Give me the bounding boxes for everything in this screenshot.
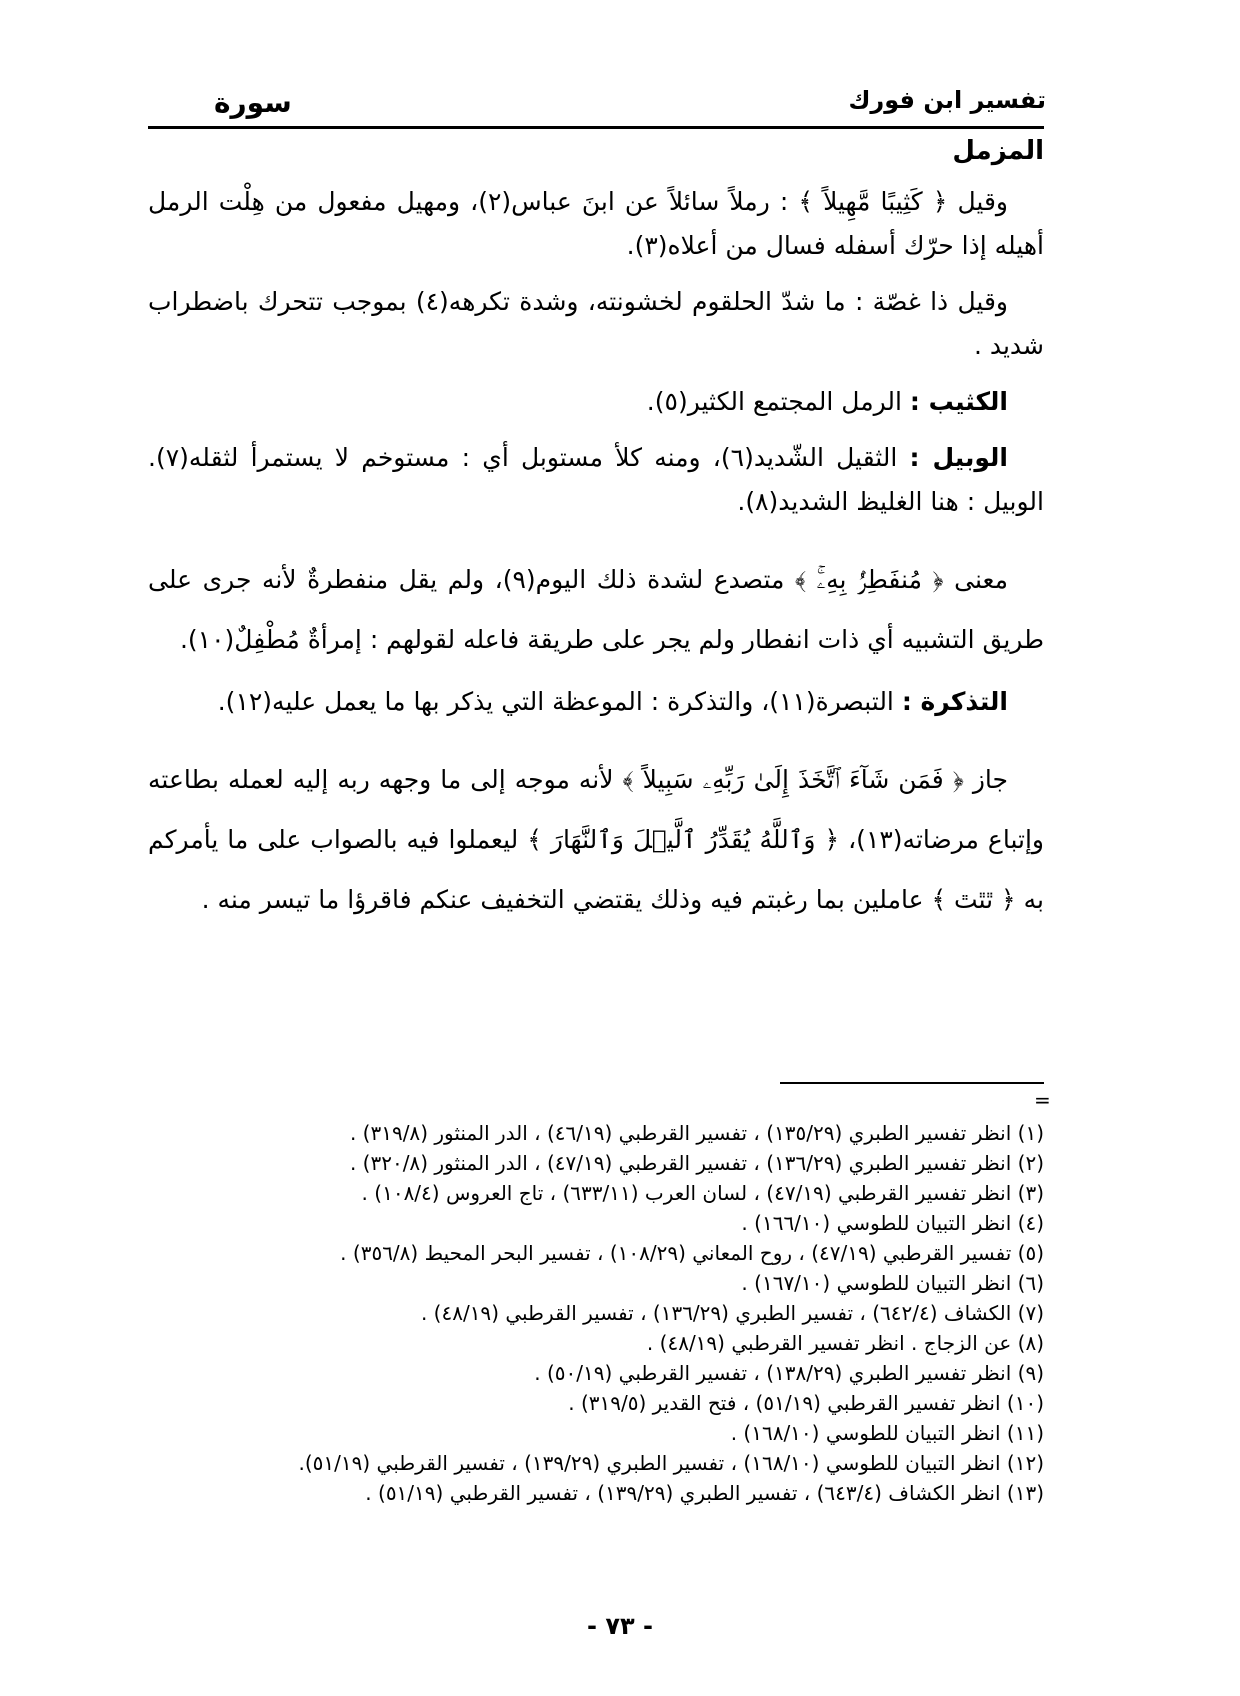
paragraph-7 bbox=[148, 750, 1044, 930]
footnote: (٩) انظر تفسير الطبري (١٣٨/٢٩) ، تفسير القرطبي (٥٠/١٩) . bbox=[534, 1361, 1044, 1385]
term-heading: التذكرة : bbox=[901, 687, 1008, 716]
page-number: - ٧٣ - bbox=[587, 1612, 653, 1640]
footnote: (١٠) انظر تفسير القرطبي (٥١/١٩) ، فتح القدير (٣١٩/٥) . bbox=[568, 1391, 1044, 1415]
footnote: (٦) انظر التبيان للطوسي (١٦٧/١٠) . bbox=[741, 1271, 1044, 1295]
main-text bbox=[148, 180, 1044, 940]
paragraph-4 bbox=[148, 436, 1044, 524]
footnote: (٤) انظر التبيان للطوسي (١٦٦/١٠) . bbox=[741, 1211, 1044, 1235]
footnote: (١١) انظر التبيان للطوسي (١٦٨/١٠) . bbox=[730, 1421, 1044, 1445]
footnote: (١) انظر تفسير الطبري (١٣٥/٢٩) ، تفسير القرطبي (٤٦/١٩) ، الدر المنثور (٣١٩/٨) . bbox=[349, 1121, 1044, 1145]
term-heading: الوبيل : bbox=[909, 443, 1008, 472]
footnote: (٧) الكشاف (٦٤٢/٤) ، تفسير الطبري (١٣٦/٢٩) ، تفسير القرطبي (٤٨/١٩) . bbox=[420, 1301, 1044, 1325]
footnote: (١٣) انظر الكشاف (٦٤٣/٤) ، تفسير الطبري (١٣٩/٢٩) ، تفسير القرطبي (٥١/١٩) . bbox=[365, 1481, 1044, 1505]
paragraph-text: جاز ﴿ فَمَن شَآءَ ٱتَّخَذَ إِلَىٰ رَبِّهِۦ سَبِيلاً ﴾ لأنه موجه إلى ما وجهه ربه إليه لعمله بطاعته وإتباع مرضاته(١٣)، ﴿ وَٱللَّهُ يُقَدِّرُ ٱلَّيۡلَ وَٱلنَّهَارَ ﴾ ليعملوا فيه بالصواب على ما يأمركم به ﴿ ٿٿٿ ﴾ عاملين بما رغبتم فيه وذلك يقتضي التخفيف عنكم فاقرؤا ما تيسر منه . bbox=[148, 765, 1044, 914]
paragraph-text: الثقيل الشّديد(٦)، ومنه كلأ مستوبل أي : مستوخم لا يستمرأ لثقله(٧). الوبيل : هنا الغليظ الشديد(٨). bbox=[148, 443, 1044, 516]
paragraph-3 bbox=[148, 380, 1044, 424]
chapter-name: المزمل bbox=[952, 136, 1044, 166]
paragraph-2 bbox=[148, 280, 1044, 368]
footnotes-list bbox=[144, 1118, 1044, 1508]
paragraph-text: الرمل المجتمع الكثير(٥). bbox=[646, 387, 910, 416]
footnote-rule bbox=[780, 1082, 1044, 1084]
footnote: (٢) انظر تفسير الطبري (١٣٦/٢٩) ، تفسير القرطبي (٤٧/١٩) ، الدر المنثور (٣٢٠/٨) . bbox=[349, 1151, 1044, 1175]
chapter-label: سورة bbox=[214, 86, 292, 119]
paragraph-text: التبصرة(١١)، والتذكرة : الموعظة التي يذكر بها ما يعمل عليه(١٢). bbox=[217, 687, 902, 716]
term-heading: الكثيب : bbox=[909, 387, 1008, 416]
paragraph-text: معنى ﴿ مُنفَطِرُۢ بِهِۦۚ ﴾ متصدع لشدة ذلك اليوم(٩)، ولم يقل منفطرةٌ لأنه جرى على طريق التشبيه أي ذات انفطار ولم يجر على طريقة فاعله لقولهم : إمرأةٌ مُطْفِلٌ(١٠). bbox=[148, 565, 1044, 654]
paragraph-1 bbox=[148, 180, 1044, 268]
footnote: (٣) انظر تفسير القرطبي (٤٧/١٩) ، لسان العرب (٦٣٣/١١) ، تاج العروس (١٠٨/٤) . bbox=[361, 1181, 1044, 1205]
paragraph-5 bbox=[148, 550, 1044, 670]
footnote-continuation-mark: = bbox=[1034, 1088, 1051, 1112]
footnote: (٨) عن الزجاج . انظر تفسير القرطبي (٤٨/١٩) . bbox=[646, 1331, 1044, 1355]
footnote: (١٢) انظر التبيان للطوسي (١٦٨/١٠) ، تفسير الطبري (١٣٩/٢٩) ، تفسير القرطبي (٥١/١٩). bbox=[298, 1451, 1044, 1475]
footnote: (٥) تفسير القرطبي (٤٧/١٩) ، روح المعاني (١٠٨/٢٩) ، تفسير البحر المحيط (٣٥٦/٨) . bbox=[340, 1241, 1044, 1265]
book-title: تفسير ابن فورك bbox=[848, 86, 1046, 114]
paragraph-6 bbox=[148, 680, 1044, 724]
paragraph-text: وقيل ذا غصّة : ما شدّ الحلقوم لخشونته، وشدة تكرهه(٤) بموجب تتحرك باضطراب شديد . bbox=[148, 287, 1044, 360]
paragraph-text: وقيل ﴿ كَثِيبًا مَّهِيلاً ﴾ : رملاً سائلاً عن ابنَ عباس(٢)، ومهيل مفعول من هِلْت الرمل أهيله إذا حرّك أسفله فسال من أعلاه(٣). bbox=[148, 187, 1044, 260]
header-rule bbox=[148, 126, 1044, 129]
